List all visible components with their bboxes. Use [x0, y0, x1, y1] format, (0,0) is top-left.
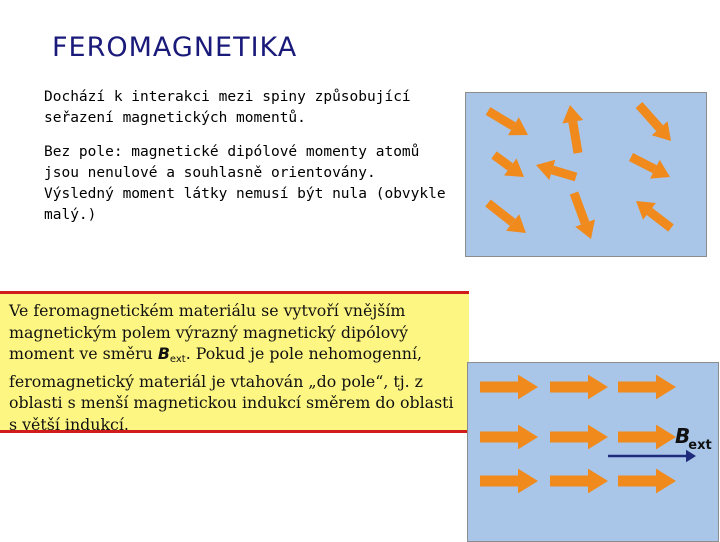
aligned-dipole-arrow-icon: [550, 375, 608, 400]
b-subscript: ext: [169, 354, 186, 365]
dipole-arrow-icon: [536, 160, 576, 180]
excerpt-text: [9, 300, 461, 435]
aligned-dipole-arrow-icon: [618, 425, 676, 450]
textbook-excerpt: [0, 291, 469, 433]
aligned-dipole-arrow-icon: [618, 375, 676, 400]
aligned-dipole-arrow-icon: [480, 425, 538, 450]
dipole-arrow-icon: [488, 111, 528, 135]
dipole-arrow-icon: [636, 201, 671, 228]
aligned-dipole-arrow-icon: [480, 375, 538, 400]
random-dipoles-panel: [465, 92, 707, 257]
field-symbol: B: [675, 424, 691, 448]
aligned-dipole-arrow-icon: [550, 425, 608, 450]
dipole-arrow-icon: [639, 105, 671, 141]
random-dipoles-diagram: [466, 93, 706, 256]
page-title: FEROMAGNETIKA: [52, 32, 298, 63]
aligned-dipoles-diagram: [468, 363, 718, 541]
dipole-arrow-icon: [562, 105, 583, 153]
excerpt-part-2: . Pokud je pole nehomogenní, feromagnetický materiál je vtahován „do pole“, tj. z oblasti s menší magnetickou indukcí směrem do oblasti s větší indukcí.: [9, 344, 454, 434]
field-vector-icon: [608, 450, 696, 462]
dipole-arrow-icon: [631, 157, 670, 179]
aligned-dipole-arrow-icon: [550, 469, 608, 494]
excerpt-part-1: Ve feromagnetickém materiálu se vytvoří vnějším magnetickým polem výrazný magnetický dipólový moment ve směru: [9, 301, 409, 363]
intro-paragraph: Dochází k interakci mezi spiny způsobující seřazení magnetických momentů.: [44, 89, 411, 126]
dipole-arrow-icon: [494, 155, 524, 177]
b-symbol: B: [157, 344, 170, 363]
field-subscript: ext: [688, 438, 712, 453]
aligned-dipole-arrow-icon: [480, 469, 538, 494]
aligned-dipoles-panel: [467, 362, 719, 542]
aligned-dipole-arrow-icon: [618, 469, 676, 494]
no-field-paragraph: Bez pole: magnetické dipólové momenty atomů jsou nenulové a souhlasně orientovány. Výsledný moment látky nemusí být nula (obvykle malý.): [44, 144, 446, 223]
dipole-arrow-icon: [574, 193, 595, 239]
dipole-arrow-icon: [488, 203, 526, 233]
field-label: [675, 424, 714, 453]
